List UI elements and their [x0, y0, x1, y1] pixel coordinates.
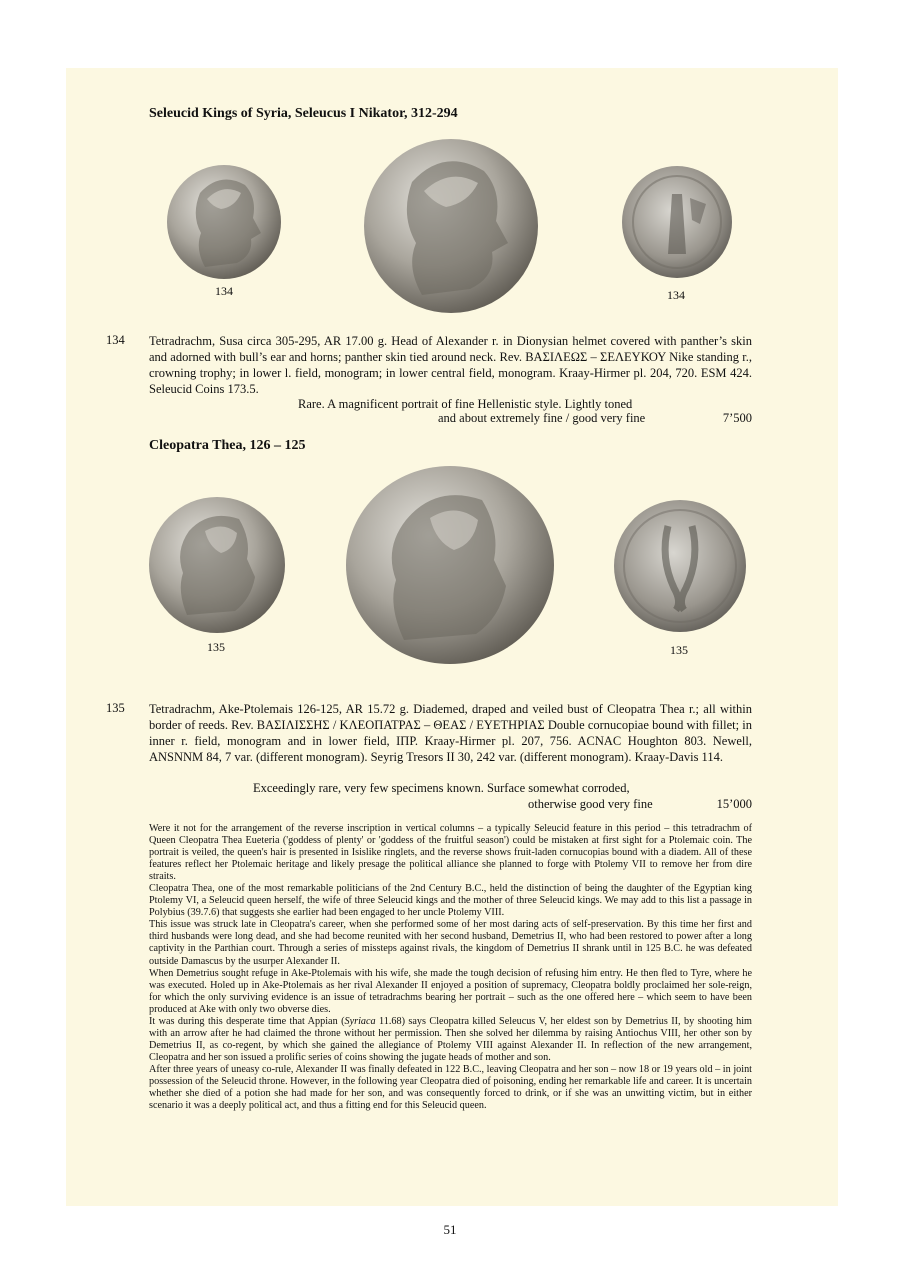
lot-description-135: Tetradrachm, Ake-Ptolemais 126-125, AR 15.72 g. Diademed, draped and veiled bust of Cleopatra Thea r.; all within border of reeds. Rev. ΒΑΣΙΛΙΣΣΗΣ / ΚΛΕΟΠΑΤΡΑΣ – ΘΕΑΣ / ΕΥΕΤΗΡΙΑΣ Double cornucopiae bound with fillet; in inner r. field, monogram and in lower field, ΙΠΡ. Kraay-Hirmer pl. 207, 756. ACNAC Houghton 803. Newell, ANSNNM 84, 7 var. (different monogram). Seyrig Tresors II 30, 242 var. (different monogram). Kraay-Davis 114. — [149, 702, 752, 764]
lot-price-135: 15’000 — [716, 797, 752, 811]
page-number: 51 — [443, 1222, 457, 1237]
essay-paragraph: This issue was struck late in Cleopatra's career, when she performed some of her most daring acts of self-preservation. By this time her first and third husbands were long dead, and she had become reunited with her second husband, Demetrius II, who had been restored to power after a long captivity in the Parthian court. Through a series of missteps against rivals, the kingdom of Demetrius II shrank until in 125 B.C. he was defeated outside Damascus by the usurper Alexander II. — [149, 919, 752, 967]
essay-text: It was during this desperate time that Appian ( — [149, 1015, 345, 1027]
coin-134-obverse-enlarged — [362, 137, 540, 315]
essay-paragraph: After three years of uneasy co-rule, Alexander II was finally defeated in 122 B.C., leaving Cleopatra and her son – now 18 or 19 years old – in joint possession of the Seleucid throne. However, in the following year Cleopatra died of poisoning, ending her remarkable life and career. It is uncertain whether she died of a potion she had made for her son, and was consequently forced to drink, or if she was an unwitting victim, but in either scenario it was a deeply political act, and thus a fitting end for this Seleucid queen. — [149, 1063, 752, 1112]
essay-paragraph — [149, 1016, 752, 1064]
section-title-cleopatra: Cleopatra Thea, 126 – 125 — [149, 438, 306, 453]
essay-paragraph: Were it not for the arrangement of the reverse inscription in vertical columns – a typically Seleucid feature in this period – this tetradrachm of Queen Cleopatra Thea Eueteria ('goddess of plenty' or 'goddess of the fruitful season') could be mistaken at first sight for a Ptolemaic coin. The portrait is veiled, the queen's hair is presented in Isislike ringlets, and the reverse shows fruit-laden cornucopias bound with a diadem. All of these features reflect her Ptolemaic heritage and likely presage the political alliance she planned to forge with Ptolemy VII to remove her from dire straits. — [149, 823, 752, 883]
coin-135-obverse-enlarged — [344, 464, 556, 666]
essay-text: 11.68) says Cleopatra killed Seleucus V, her eldest son by Demetrius II, by shooting him with an arrow after he had claimed the throne without her permission. Then she solved her dilemma by raising Antiochus VIII, her other son by Demetrius II, as co-regent, by which she gained the allegiance of Ptolemy VIII against Alexander II. In reflection of the new arrangement, Cleopatra and her son issued a prolific series of coins showing the jugate heads of mother and son. — [149, 1015, 752, 1063]
coin-label-135-right: 135 — [670, 643, 688, 657]
lot-remark-134-2: and about extremely fine / good very fine — [438, 411, 646, 425]
coin-135-reverse — [612, 498, 748, 634]
lot-number-134: 134 — [106, 333, 125, 347]
lot-description-134: Tetradrachm, Susa circa 305-295, AR 17.00 g. Head of Alexander r. in Dionysian helmet covered with panther’s skin and adorned with bull’s ear and horns; panther skin tied around neck. Rev. ΒΑΣΙΛΕΩΣ – ΣΕΛΕΥΚΟΥ Nike standing r., crowning trophy; in lower l. field, monogram; in lower central field, monogram. Kraay-Hirmer pl. 204, 720. ESM 424. Seleucid Coins 173.5. — [149, 334, 752, 396]
coin-label-135-left: 135 — [207, 640, 225, 654]
lot-number-135: 135 — [106, 701, 125, 715]
lot-remark-135-2: otherwise good very fine — [528, 797, 653, 811]
coin-134-reverse — [620, 164, 734, 280]
essay-paragraph: When Demetrius sought refuge in Ake-Ptolemais with his wife, she made the tough decision of refusing him entry. He then fled to Tyre, where he was executed. Holed up in Ake-Ptolemais as her rival Alexander II enjoyed a position of supremacy, Cleopatra boldly proclaimed her sole-reign, for which the only surviving evidence is an issue of tetradrachms bearing her portrait – such as the one offered here – which seem to have been produced at Ake with only two obverse dies. — [149, 967, 752, 1015]
essay-paragraph: Cleopatra Thea, one of the most remarkable politicians of the 2nd Century B.C., held the distinction of being the daughter of the Egyptian king Ptolemy VI, a Seleucid queen herself, the wife of three Seleucid kings and the mother of three Seleucid kings. We may add to this list a passage in Polybius (39.7.6) that suggests she earlier had been engaged to her uncle Ptolemy VIII. — [149, 883, 752, 919]
coin-label-134-left: 134 — [215, 284, 233, 298]
section-title-seleucus: Seleucid Kings of Syria, Seleucus I Nikator, 312-294 — [149, 106, 458, 121]
lot-essay — [149, 823, 752, 1112]
lot-remark-135-1: Exceedingly rare, very few specimens known. Surface somewhat corroded, — [253, 781, 630, 795]
lot-price-134: 7’500 — [722, 411, 752, 425]
lot-remark-134-1: Rare. A magnificent portrait of fine Hellenistic style. Lightly toned — [298, 397, 633, 411]
essay-citation: Syriaca — [344, 1015, 376, 1027]
coin-label-134-right: 134 — [667, 288, 685, 302]
coin-134-obverse — [165, 163, 283, 281]
coin-135-obverse — [147, 495, 287, 635]
